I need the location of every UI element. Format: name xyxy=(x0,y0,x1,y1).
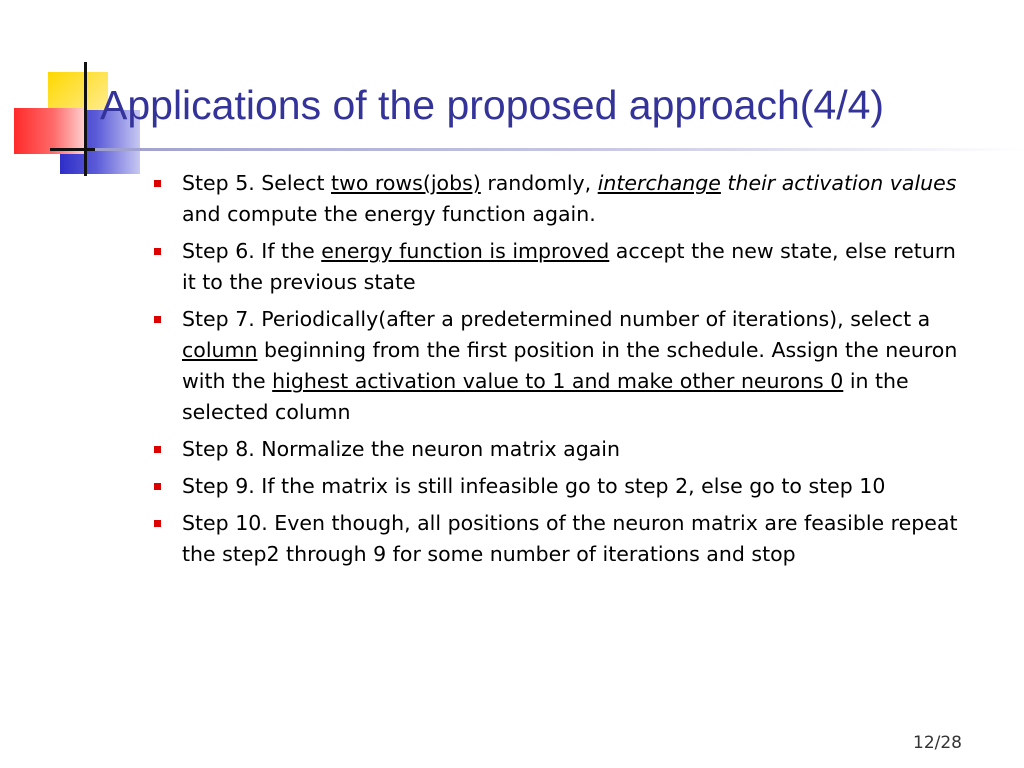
list-item xyxy=(150,304,970,428)
bullet-square-icon xyxy=(154,520,161,527)
bullet-square-icon xyxy=(154,316,161,323)
step-text-segment: energy function is improved xyxy=(321,239,610,263)
step-text-segment: Step 6. If the xyxy=(182,239,322,263)
step-text-segment: column xyxy=(182,338,258,362)
step-text-segment: randomly, xyxy=(480,171,598,195)
step-text-segment: beginning from the first position in the schedule. Assign the neuron with the xyxy=(182,338,958,393)
list-item xyxy=(150,508,970,570)
title-underline-rule xyxy=(95,148,1024,151)
bullet-square-icon xyxy=(154,446,161,453)
step-text-segment: Step 7. Periodically(after a predetermined number of iterations), select a xyxy=(182,307,931,331)
slide-number: 12/28 xyxy=(913,733,962,753)
step-text-segment: Step 10. Even though, all positions of the neuron matrix are feasible repeat the step2 through 9 for some number of iterations and stop xyxy=(182,511,958,566)
list-item xyxy=(150,236,970,298)
step-text-segment: their activation values xyxy=(720,171,957,195)
step-text-segment: in the selected column xyxy=(182,369,909,424)
step-text-segment: highest activation value to 1 and make other neurons 0 xyxy=(272,369,844,393)
list-item xyxy=(150,471,970,502)
step-text-segment: Step 8. Normalize the neuron matrix again xyxy=(182,437,620,461)
list-item xyxy=(150,168,970,230)
slide-title: Applications of the proposed approach(4/4) xyxy=(100,82,885,128)
step-text-segment: Step 9. If the matrix is still infeasible go to step 2, else go to step 10 xyxy=(182,474,886,498)
bullet-square-icon xyxy=(154,248,161,255)
logo-vertical-line xyxy=(84,62,87,176)
list-item xyxy=(150,434,970,465)
step-text-segment: interchange xyxy=(597,171,721,195)
step-text-segment: accept the new state, else return it to the previous state xyxy=(182,239,956,294)
step-text-segment: Step 5. Select xyxy=(182,171,332,195)
step-text-segment: and compute the energy function again. xyxy=(182,202,596,226)
bullet-square-icon xyxy=(154,180,161,187)
bullet-square-icon xyxy=(154,483,161,490)
step-text-segment: two rows(jobs) xyxy=(331,171,481,195)
step-list xyxy=(150,168,970,576)
